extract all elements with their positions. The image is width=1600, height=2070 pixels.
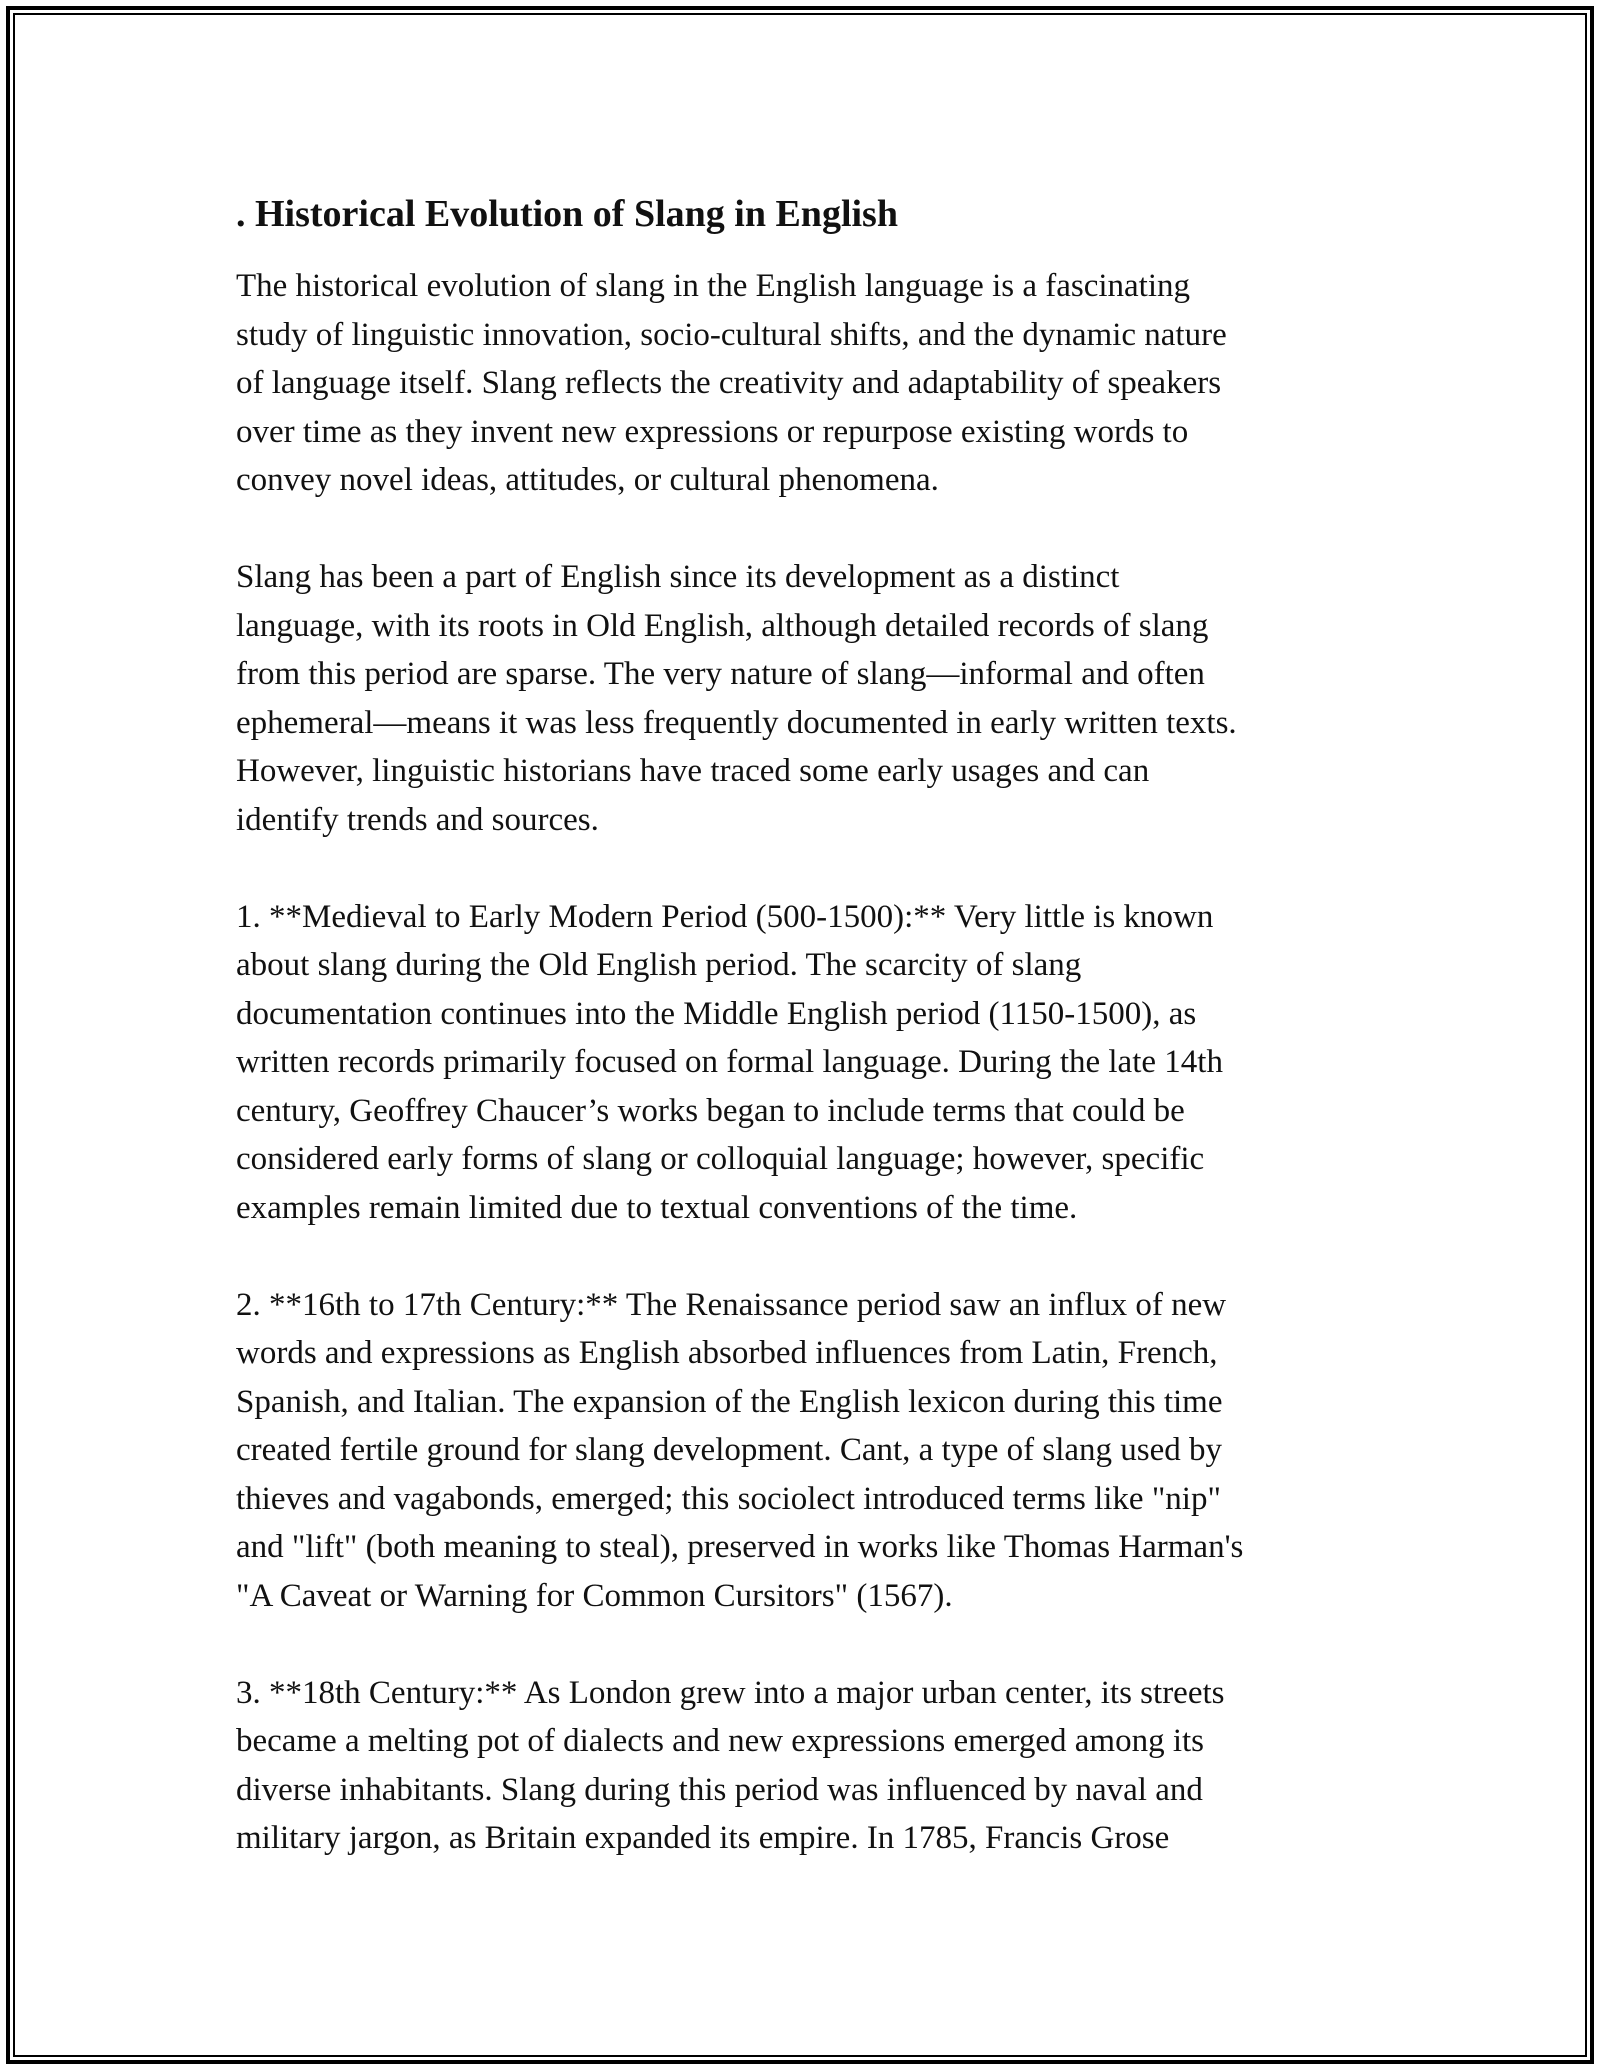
text-line: words and expressions as English absorbed influences from Latin, French, bbox=[236, 1335, 1218, 1371]
text-line: considered early forms of slang or colloquial language; however, specific bbox=[236, 1141, 1205, 1177]
text-line: Slang has been a part of English since its development as a distinct bbox=[236, 559, 1120, 595]
text-line: 2. **16th to 17th Century:** The Renaissance period saw an influx of new bbox=[236, 1286, 1227, 1323]
text-line: examples remain limited due to textual conventions of the time. bbox=[236, 1189, 1078, 1226]
paragraph-origins bbox=[236, 553, 1366, 844]
document-body bbox=[236, 186, 1366, 1911]
text-line: 1. **Medieval to Early Modern Period (500-1500):** Very little is known bbox=[236, 898, 1214, 935]
text-line: written records primarily focused on formal language. During the late 14th bbox=[236, 1044, 1223, 1080]
text-line: 3. **18th Century:** As London grew into a major urban center, its streets bbox=[236, 1674, 1225, 1711]
text-line: century, Geoffrey Chaucer’s works began to include terms that could be bbox=[236, 1092, 1185, 1129]
text-line: However, linguistic historians have traced some early usages and can bbox=[236, 753, 1150, 789]
text-line: thieves and vagabonds, emerged; this sociolect introduced terms like "nip" bbox=[236, 1480, 1221, 1517]
text-line: Spanish, and Italian. The expansion of the English lexicon during this time bbox=[236, 1383, 1223, 1420]
page-title: . Historical Evolution of Slang in English bbox=[236, 193, 898, 235]
text-line: over time as they invent new expressions or repurpose existing words to bbox=[236, 413, 1189, 450]
paragraph-intro bbox=[236, 262, 1366, 505]
text-line: The historical evolution of slang in the English language is a fascinating bbox=[236, 268, 1191, 304]
paragraph-18th-century bbox=[236, 1669, 1366, 1863]
text-line: diverse inhabitants. Slang during this period was influenced by naval and bbox=[236, 1771, 1203, 1808]
paragraph-medieval bbox=[236, 893, 1366, 1233]
text-line: documentation continues into the Middle English period (1150-1500), as bbox=[236, 995, 1197, 1032]
text-line: of language itself. Slang reflects the creativity and adaptability of speakers bbox=[236, 365, 1222, 401]
text-line: language, with its roots in Old English, although detailed records of slang bbox=[236, 607, 1209, 644]
text-line: became a melting pot of dialects and new expressions emerged among its bbox=[236, 1723, 1205, 1759]
paragraph-16th-17th-century bbox=[236, 1281, 1366, 1621]
text-line: about slang during the Old English period. The scarcity of slang bbox=[236, 947, 1082, 983]
text-line: and "lift" (both meaning to steal), preserved in works like Thomas Harman's bbox=[236, 1529, 1244, 1565]
text-line: from this period are sparse. The very nature of slang—informal and often bbox=[236, 656, 1205, 692]
text-line: study of linguistic innovation, socio-cultural shifts, and the dynamic nature bbox=[236, 316, 1227, 353]
text-line: military jargon, as Britain expanded its empire. In 1785, Francis Grose bbox=[236, 1820, 1170, 1856]
text-line: created fertile ground for slang development. Cant, a type of slang used by bbox=[236, 1432, 1223, 1468]
text-line: convey novel ideas, attitudes, or cultural phenomena. bbox=[236, 462, 939, 498]
text-line: "A Caveat or Warning for Common Cursitors" (1567). bbox=[236, 1577, 953, 1614]
text-line: identify trends and sources. bbox=[236, 801, 599, 838]
text-line: ephemeral—means it was less frequently documented in early written texts. bbox=[236, 704, 1237, 741]
